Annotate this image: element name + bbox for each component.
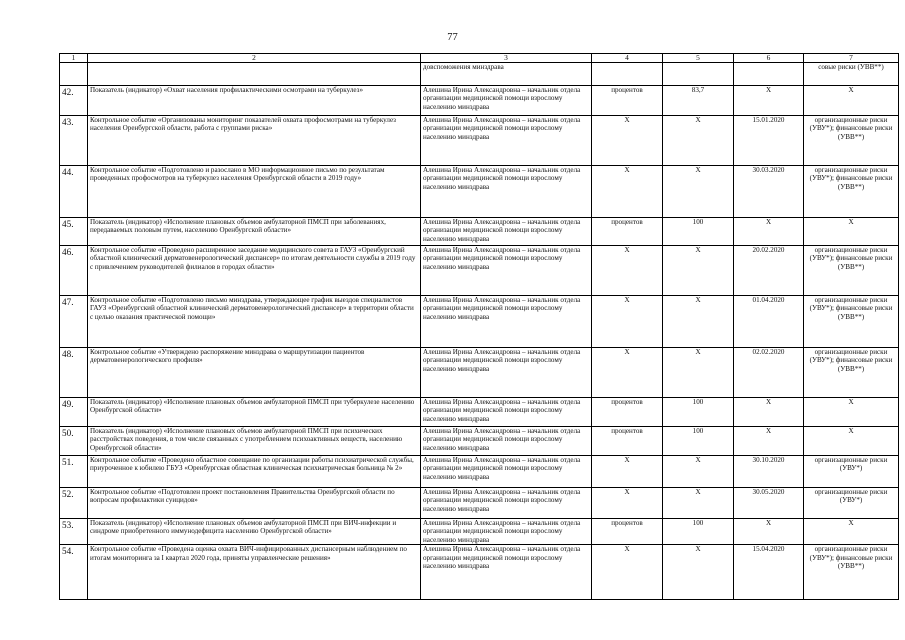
cell-risk: организационные риски (УВУ*); финансовые риски (УВВ**): [804, 166, 899, 218]
cell-responsible: Алешина Ирина Александровна – начальник отдела организации медицинской помощи взрослому населению минздрава: [421, 296, 592, 348]
cell-date: [734, 63, 804, 86]
cell-value: [663, 63, 734, 86]
table-row: [60, 519, 899, 545]
cell-unit: X: [592, 545, 663, 600]
cell-description: [88, 63, 421, 86]
cell-responsible: Алешина Ирина Александровна – начальник отдела организации медицинской помощи взрослому населению минздрава: [421, 545, 592, 600]
cell-date: 15.01.2020: [734, 116, 804, 166]
table-row: [60, 427, 899, 456]
cell-date: 30.10.2020: [734, 456, 804, 488]
cell-unit: X: [592, 116, 663, 166]
cell-number: 44.: [60, 166, 88, 218]
cell-risk: организационные риски (УВУ*); финансовые риски (УВВ**): [804, 545, 899, 600]
header-cell: 6: [734, 54, 804, 63]
cell-value: X: [663, 348, 734, 398]
header-cell: 5: [663, 54, 734, 63]
cell-value: X: [663, 545, 734, 600]
cell-risk: организационные риски (УВУ*); финансовые риски (УВВ**): [804, 246, 899, 296]
header-cell: 7: [804, 54, 899, 63]
cell-unit: процентов: [592, 427, 663, 456]
cell-number: 46.: [60, 246, 88, 296]
cell-date: X: [734, 398, 804, 427]
cell-number: 51.: [60, 456, 88, 488]
cell-date: 02.02.2020: [734, 348, 804, 398]
cell-number: 47.: [60, 296, 88, 348]
header-cell: 1: [60, 54, 88, 63]
cell-value: 83,7: [663, 86, 734, 116]
table-row: [60, 218, 899, 246]
cell-unit: X: [592, 296, 663, 348]
header-row: [60, 54, 899, 63]
table-row: [60, 456, 899, 488]
cell-description: Показатель (индикатор) «Охват населения профилактическими осмотрами на туберкулез»: [88, 86, 421, 116]
cell-date: X: [734, 427, 804, 456]
cell-unit: X: [592, 456, 663, 488]
continuation-row: [60, 63, 899, 86]
header-cell: 3: [421, 54, 592, 63]
table-row: [60, 296, 899, 348]
cell-responsible: довспоможения минздрава: [421, 63, 592, 86]
cell-unit: процентов: [592, 519, 663, 545]
cell-number: 53.: [60, 519, 88, 545]
table-row: [60, 488, 899, 519]
cell-risk: организационные риски (УВУ*): [804, 456, 899, 488]
cell-unit: [592, 63, 663, 86]
cell-description: Показатель (индикатор) «Исполнение плановых объемов амбулаторной ПМСП при ВИЧ-инфекции и синдроме приобретенного иммунодефицита населению Оренбургской области»: [88, 519, 421, 545]
cell-value: 100: [663, 398, 734, 427]
cell-value: 100: [663, 519, 734, 545]
table-row: [60, 246, 899, 296]
cell-risk: совые риски (УВВ**): [804, 63, 899, 86]
cell-number: 45.: [60, 218, 88, 246]
table-row: [60, 86, 899, 116]
cell-value: X: [663, 456, 734, 488]
cell-value: X: [663, 488, 734, 519]
cell-description: Показатель (индикатор) «Исполнение плановых объемов амбулаторной ПМСП при психических расстройствах поведения, в том числе связанных с употреблением психоактивных веществ, населению Оренбургской области»: [88, 427, 421, 456]
cell-risk: X: [804, 86, 899, 116]
cell-risk: организационные риски (УВУ*); финансовые риски (УВВ**): [804, 296, 899, 348]
cell-responsible: Алешина Ирина Александровна – начальник отдела организации медицинской помощи взрослому населению минздрава: [421, 116, 592, 166]
cell-date: X: [734, 218, 804, 246]
cell-risk: X: [804, 398, 899, 427]
cell-description: Контрольное событие «Проведена оценка охвата ВИЧ-инфицированных диспансерным наблюдением по итогам мониторинга за I квартал 2020 года, приняты управленческие решения»: [88, 545, 421, 600]
measures-table: [59, 53, 899, 600]
cell-risk: организационные риски (УВУ*); финансовые риски (УВВ**): [804, 348, 899, 398]
cell-value: X: [663, 166, 734, 218]
cell-unit: X: [592, 488, 663, 519]
cell-description: Показатель (индикатор) «Исполнение плановых объемов амбулаторной ПМСП при заболеваниях, передаваемых половым путем, населению Оренбургской области»: [88, 218, 421, 246]
cell-responsible: Алешина Ирина Александровна – начальник отдела организации медицинской помощи взрослому населению минздрава: [421, 519, 592, 545]
cell-number: 42.: [60, 86, 88, 116]
cell-responsible: Алешина Ирина Александровна – начальник отдела организации медицинской помощи взрослому населению минздрава: [421, 86, 592, 116]
cell-unit: X: [592, 166, 663, 218]
cell-responsible: Алешина Ирина Александровна – начальник отдела организации медицинской помощи взрослому населению минздрава: [421, 456, 592, 488]
cell-number: 48.: [60, 348, 88, 398]
page-number: 77: [447, 32, 458, 43]
cell-risk: X: [804, 519, 899, 545]
table-row: [60, 545, 899, 600]
cell-description: Контрольное событие «Проведено областное совещание по организации работы психиатрической службы, приуроченное к юбилею ГБУЗ «Оренбургская областная клиническая психиатрическая больница № 2»: [88, 456, 421, 488]
cell-responsible: Алешина Ирина Александровна – начальник отдела организации медицинской помощи взрослому населению минздрава: [421, 348, 592, 398]
cell-date: 01.04.2020: [734, 296, 804, 348]
cell-date: 30.03.2020: [734, 166, 804, 218]
table-row: [60, 348, 899, 398]
cell-unit: процентов: [592, 86, 663, 116]
cell-description: Контрольное событие «Подготовлено письмо минздрава, утверждающее график выездов специалистов ГАУЗ «Оренбургский областной клинический дерматовенерологический диспансер» в территории области с целью оказания практической помощи»: [88, 296, 421, 348]
cell-number: [60, 63, 88, 86]
header-cell: 2: [88, 54, 421, 63]
cell-date: 15.04.2020: [734, 545, 804, 600]
cell-description: Контрольное событие «Утверждено распоряжение минздрава о маршрутизации пациентов дерматовенерологического профиля»: [88, 348, 421, 398]
cell-value: X: [663, 296, 734, 348]
cell-responsible: Алешина Ирина Александровна – начальник отдела организации медицинской помощи взрослому населению минздрава: [421, 218, 592, 246]
cell-responsible: Алешина Ирина Александровна – начальник отдела организации медицинской помощи взрослому населению минздрава: [421, 166, 592, 218]
cell-date: X: [734, 519, 804, 545]
cell-responsible: Алешина Ирина Александровна – начальник отдела организации медицинской помощи взрослому населению минздрава: [421, 427, 592, 456]
cell-date: 20.02.2020: [734, 246, 804, 296]
cell-description: Показатель (индикатор) «Исполнение плановых объемов амбулаторной ПМСП при туберкулезе населению Оренбургской области»: [88, 398, 421, 427]
cell-value: X: [663, 116, 734, 166]
cell-number: 50.: [60, 427, 88, 456]
cell-date: X: [734, 86, 804, 116]
cell-value: 100: [663, 427, 734, 456]
cell-unit: процентов: [592, 218, 663, 246]
cell-number: 49.: [60, 398, 88, 427]
cell-unit: процентов: [592, 398, 663, 427]
cell-number: 52.: [60, 488, 88, 519]
cell-description: Контрольное событие «Проведено расширенное заседание медицинского совета в ГАУЗ «Оренбургский областной клинический дерматовенерологический диспансер» по итогам деятельности службы в 2019 году с привлечением руководителей филиалов в городах области»: [88, 246, 421, 296]
table-row: [60, 398, 899, 427]
cell-number: 43.: [60, 116, 88, 166]
cell-unit: X: [592, 348, 663, 398]
cell-risk: организационные риски (УВУ*); финансовые риски (УВВ**): [804, 116, 899, 166]
header-cell: 4: [592, 54, 663, 63]
cell-responsible: Алешина Ирина Александровна – начальник отдела организации медицинской помощи взрослому населению минздрава: [421, 246, 592, 296]
cell-description: Контрольное событие «Подготовлен проект постановления Правительства Оренбургской области по вопросам профилактики суицидов»: [88, 488, 421, 519]
cell-date: 30.05.2020: [734, 488, 804, 519]
cell-responsible: Алешина Ирина Александровна – начальник отдела организации медицинской помощи взрослому населению минздрава: [421, 488, 592, 519]
cell-risk: организационные риски (УВУ*): [804, 488, 899, 519]
cell-responsible: Алешина Ирина Александровна – начальник отдела организации медицинской помощи взрослому населению минздрава: [421, 398, 592, 427]
cell-description: Контрольное событие «Организованы мониторинг показателей охвата профосмотрами на туберкулез населения Оренбургской области, работа с группами риска»: [88, 116, 421, 166]
cell-number: 54.: [60, 545, 88, 600]
cell-description: Контрольное событие «Подготовлено и разослано в МО информационное письмо по результатам проведенных профосмотров на туберкулез населения Оренбургской области в 2019 году»: [88, 166, 421, 218]
table-row: [60, 116, 899, 166]
cell-value: X: [663, 246, 734, 296]
cell-risk: X: [804, 218, 899, 246]
table-row: [60, 166, 899, 218]
cell-value: 100: [663, 218, 734, 246]
cell-unit: X: [592, 246, 663, 296]
cell-risk: X: [804, 427, 899, 456]
